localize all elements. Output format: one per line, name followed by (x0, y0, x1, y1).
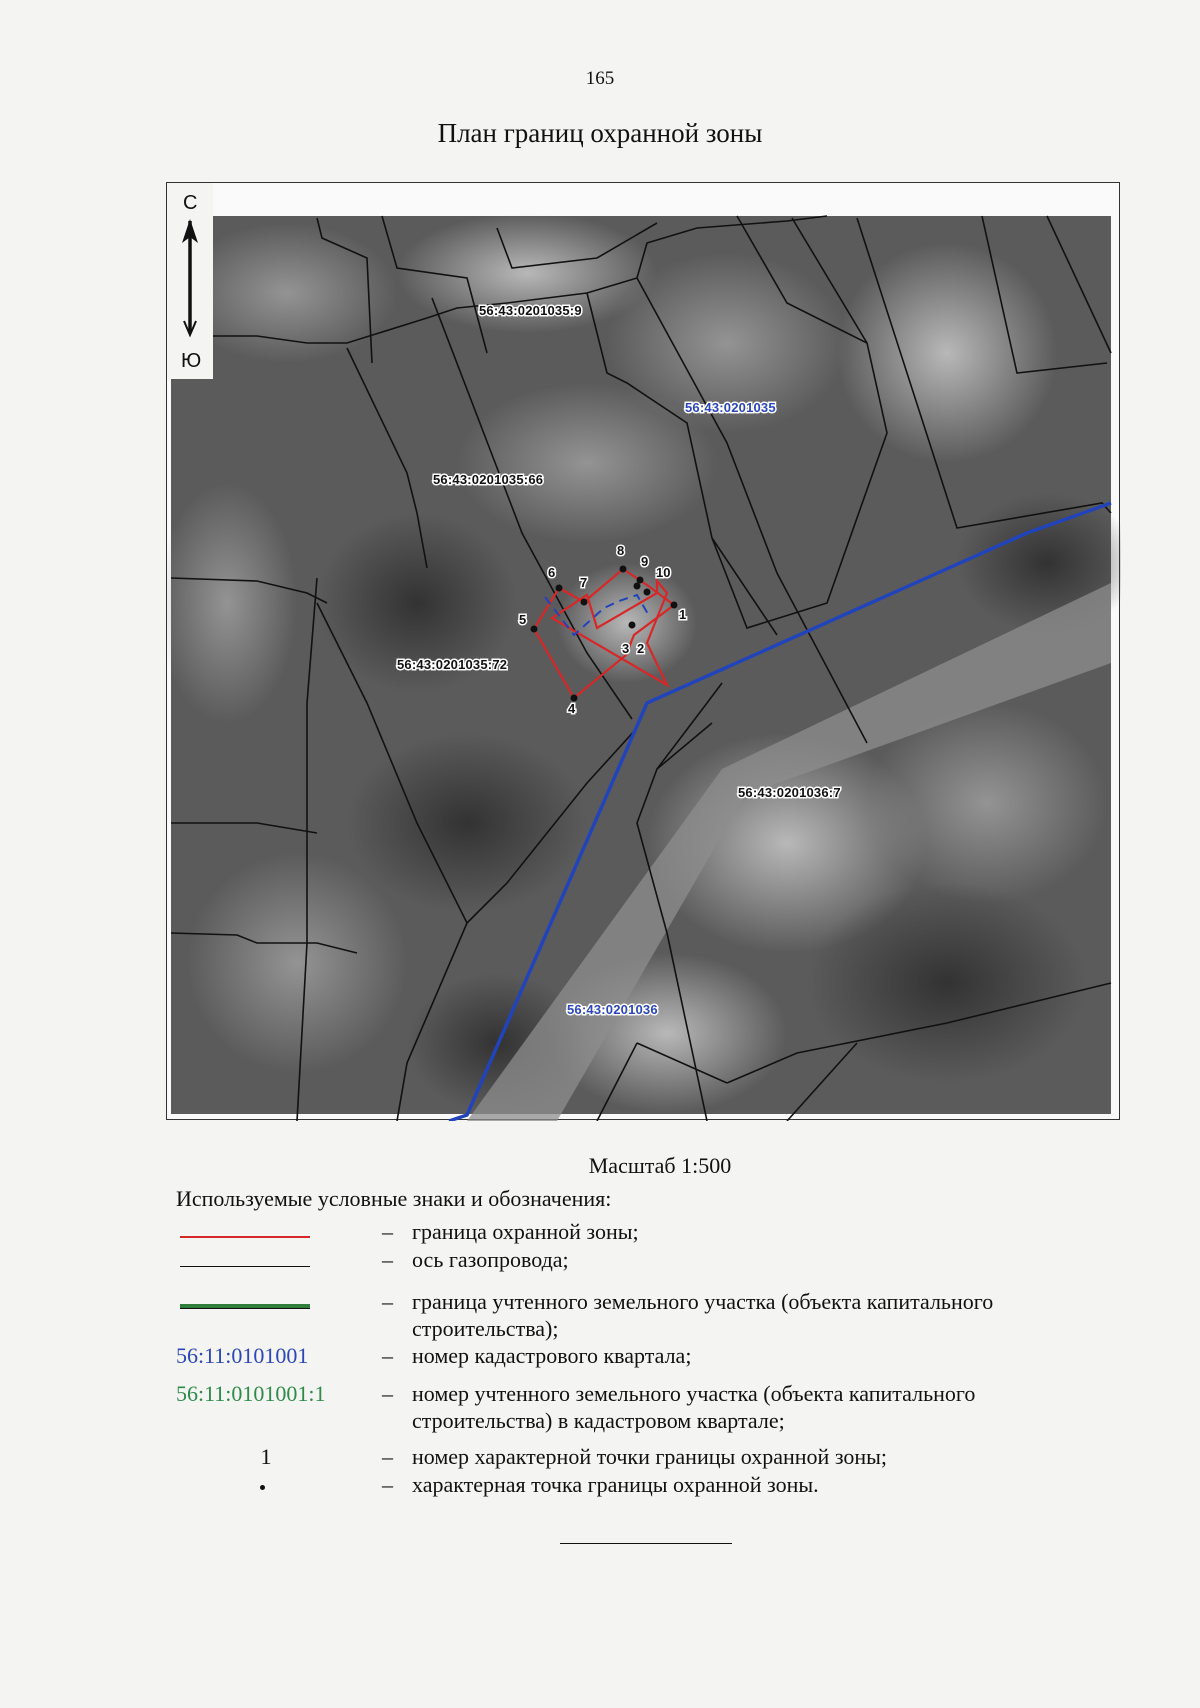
legend-dash: – (382, 1289, 393, 1314)
point-number-label: 2 (637, 641, 645, 656)
legend-text: номер учтенного земельного участка (объекта капитального строительства) в кадастровом квартале; (412, 1381, 976, 1433)
characteristic-point (671, 602, 678, 609)
characteristic-point (556, 585, 563, 592)
point-number-label: 5 (519, 612, 527, 627)
legend-heading: Используемые условные знаки и обозначения: (176, 1186, 612, 1211)
legend-text: ось газопровода; (412, 1247, 569, 1272)
legend-dash: – (382, 1343, 393, 1368)
north-arrow (167, 183, 213, 379)
red-line-swatch (180, 1236, 310, 1238)
point-number-label: 3 (622, 641, 630, 656)
south-label: Ю (181, 350, 202, 372)
page-number: 165 (585, 68, 615, 89)
point-number-label: 9 (641, 554, 649, 569)
legend-dash: – (382, 1247, 393, 1272)
legend-text: характерная точка границы охранной зоны. (412, 1472, 819, 1497)
characteristic-point (634, 583, 641, 590)
point-number-label: 4 (568, 701, 576, 716)
characteristic-point (581, 599, 588, 606)
north-label: С (183, 192, 198, 214)
quarter-label: 56:43:0201036 (567, 1002, 658, 1017)
legend-text: граница учтенного земельного участка (объекта капитального строительства); (412, 1289, 994, 1341)
quarter-label: 56:43:0201035 (685, 400, 776, 415)
point-number-label: 6 (548, 565, 556, 580)
map-canvas[interactable] (167, 183, 1121, 1121)
characteristic-point (644, 589, 651, 596)
bottom-rule (560, 1543, 732, 1544)
characteristic-point (531, 626, 538, 633)
characteristic-point (620, 566, 627, 573)
legend-symbol-point-number: 1 (260, 1444, 272, 1469)
legend-dash: – (382, 1444, 393, 1469)
point-dot-swatch (260, 1485, 265, 1490)
parcel-label: 56:43:0201035:72 (397, 657, 508, 672)
legend-dash: – (382, 1219, 393, 1244)
point-number-label: 1 (679, 607, 687, 622)
map-scale: Масштаб 1:500 (588, 1153, 732, 1178)
legend-symbol-quarter-number: 56:11:0101001 (176, 1343, 309, 1368)
legend-dash: – (382, 1381, 393, 1406)
legend-text: номер кадастрового квартала; (412, 1343, 692, 1368)
point-number-label: 10 (656, 565, 671, 580)
parcel-label: 56:43:0201036:7 (738, 785, 841, 800)
parcel-label: 56:43:0201035:66 (433, 472, 544, 487)
legend-text: граница охранной зоны; (412, 1219, 639, 1244)
black-line-swatch (180, 1266, 310, 1267)
parcel-label: 56:43:0201035:9 (479, 303, 582, 318)
point-number-label: 8 (617, 543, 625, 558)
page-title: План границ охранной зоны (437, 118, 763, 148)
map-frame[interactable] (166, 182, 1120, 1120)
characteristic-point (637, 577, 644, 584)
legend-symbol-parcel-number: 56:11:0101001:1 (176, 1381, 326, 1406)
point-number-label: 7 (580, 575, 588, 590)
green-line-swatch (180, 1304, 310, 1309)
legend-dash: – (382, 1472, 393, 1497)
characteristic-point (629, 622, 636, 629)
legend-text: номер характерной точки границы охранной зоны; (412, 1444, 888, 1469)
